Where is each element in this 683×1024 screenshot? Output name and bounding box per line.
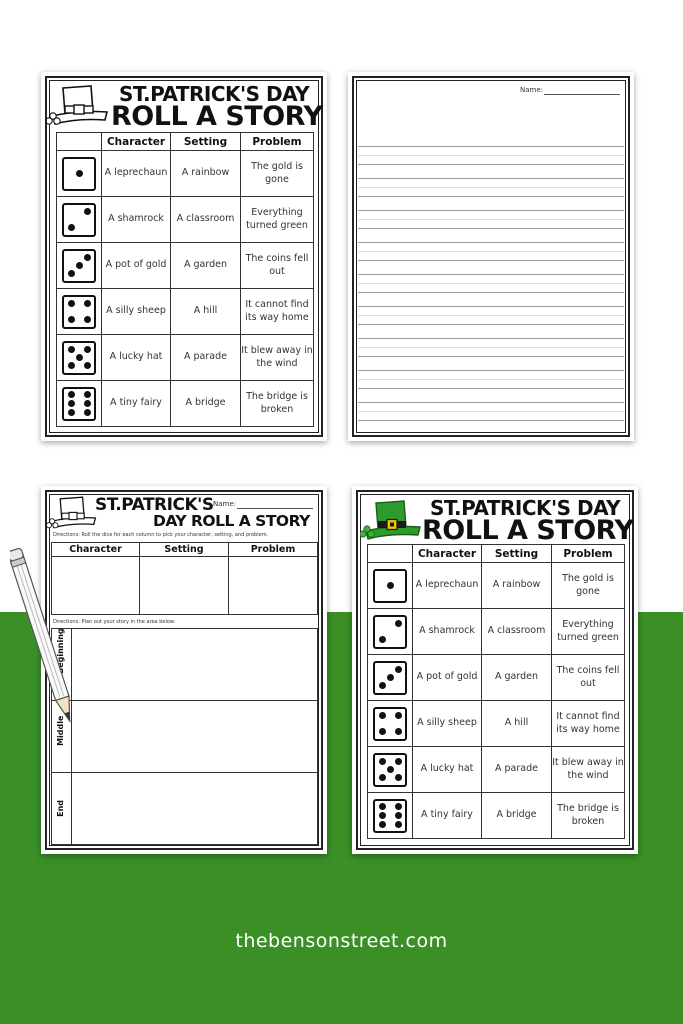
- problem-cell: It blew away in the wind: [552, 747, 625, 793]
- dice-5-icon: [373, 753, 407, 787]
- sheet-inner-border: [356, 80, 626, 433]
- dice-pip: [379, 636, 386, 643]
- dice-pip: [84, 346, 91, 353]
- problem-cell: The bridge is broken: [241, 381, 314, 427]
- dice-cell: [57, 243, 102, 289]
- beginning-area[interactable]: [72, 629, 318, 701]
- middle-area[interactable]: [72, 701, 318, 773]
- writing-midline: [358, 411, 624, 412]
- dice-pip: [395, 758, 402, 765]
- dice-pip: [68, 270, 75, 277]
- dice-pip: [395, 803, 402, 810]
- name-line: [237, 508, 313, 509]
- dice-cell: [57, 335, 102, 381]
- story-plan-table: [51, 628, 318, 845]
- writing-line: [358, 388, 624, 389]
- problem-cell: The gold is gone: [241, 151, 314, 197]
- header-character: Character: [52, 543, 140, 557]
- character-cell: A silly sheep: [102, 289, 171, 335]
- worksheet-roll-a-story-bw: [41, 72, 327, 441]
- header-character: Character: [102, 133, 171, 151]
- problem-cell: The gold is gone: [552, 563, 625, 609]
- problem-cell: The bridge is broken: [552, 793, 625, 839]
- table-row: [368, 793, 625, 839]
- problem-cell: It cannot find its way home: [552, 701, 625, 747]
- writing-midline: [358, 251, 624, 252]
- table-row: [368, 701, 625, 747]
- setting-box[interactable]: [140, 557, 229, 615]
- name-label: Name:: [213, 500, 237, 508]
- character-cell: A shamrock: [102, 197, 171, 243]
- header-setting: Setting: [482, 545, 552, 563]
- problem-cell: The coins fell out: [552, 655, 625, 701]
- setting-cell: A garden: [482, 655, 552, 701]
- dice-pip: [76, 262, 83, 269]
- header-problem: Problem: [241, 133, 314, 151]
- setting-cell: A classroom: [171, 197, 241, 243]
- setting-cell: A rainbow: [482, 563, 552, 609]
- dice-pip: [395, 728, 402, 735]
- setting-cell: A bridge: [171, 381, 241, 427]
- dice-2-icon: [373, 615, 407, 649]
- dice-pip: [387, 674, 394, 681]
- dice-pip: [84, 316, 91, 323]
- dice-pip: [84, 400, 91, 407]
- writing-line: [358, 228, 624, 229]
- dice-cell: [57, 289, 102, 335]
- problem-cell: Everything turned green: [241, 197, 314, 243]
- name-line: [544, 94, 620, 95]
- dice-pip: [379, 758, 386, 765]
- setting-cell: A bridge: [482, 793, 552, 839]
- header-character: Character: [413, 545, 482, 563]
- dice-pip: [84, 208, 91, 215]
- writing-line: [358, 324, 624, 325]
- dice-pip: [76, 170, 83, 177]
- dice-pip: [379, 812, 386, 819]
- dice-pip: [387, 766, 394, 773]
- dice-pip: [387, 582, 394, 589]
- dice-cell: [368, 563, 413, 609]
- dice-4-icon: [373, 707, 407, 741]
- dice-pip: [68, 400, 75, 407]
- problem-cell: It cannot find its way home: [241, 289, 314, 335]
- dice-pip: [68, 300, 75, 307]
- dice-pip: [379, 821, 386, 828]
- character-cell: A silly sheep: [413, 701, 482, 747]
- dice-pip: [395, 821, 402, 828]
- dice-pip: [395, 812, 402, 819]
- dice-pip: [379, 728, 386, 735]
- dice-pip: [379, 712, 386, 719]
- dice-pip: [84, 391, 91, 398]
- character-cell: A tiny fairy: [413, 793, 482, 839]
- header-setting: Setting: [140, 543, 229, 557]
- dice-cell: [368, 793, 413, 839]
- dice-pip: [395, 774, 402, 781]
- title-line-1: ST.PATRICK'S: [95, 495, 214, 515]
- character-cell: A pot of gold: [413, 655, 482, 701]
- writing-line: [358, 370, 624, 371]
- table-row: [368, 563, 625, 609]
- setting-cell: A parade: [171, 335, 241, 381]
- writing-midline: [358, 315, 624, 316]
- pencil-icon: [10, 545, 80, 750]
- table-row: [57, 151, 314, 197]
- dice-cell: [368, 609, 413, 655]
- dice-pip: [84, 254, 91, 261]
- header-problem: Problem: [229, 543, 318, 557]
- dice-cell: [368, 655, 413, 701]
- writing-line: [358, 402, 624, 403]
- dice-4-icon: [62, 295, 96, 329]
- leprechaun-hat-outline-icon: [47, 494, 99, 534]
- header-dice: [57, 133, 102, 151]
- table-row: [57, 289, 314, 335]
- dice-cell: [57, 381, 102, 427]
- writing-midline: [358, 347, 624, 348]
- title-line-2: ROLL A STORY: [111, 101, 323, 132]
- worksheet-writing-page: [348, 72, 634, 441]
- dice-1-icon: [62, 157, 96, 191]
- dice-3-icon: [373, 661, 407, 695]
- character-cell: A tiny fairy: [102, 381, 171, 427]
- table-row: [368, 747, 625, 793]
- directions-2: Directions: Plan out your story in the area below.: [53, 619, 176, 625]
- setting-cell: A garden: [171, 243, 241, 289]
- title-line-2: DAY ROLL A STORY: [153, 512, 310, 530]
- character-cell: A pot of gold: [102, 243, 171, 289]
- table-row: [57, 381, 314, 427]
- worksheet-roll-a-story-color: [352, 486, 638, 854]
- directions-1: Directions: Roll the dice for each column to pick your character, setting, and problem.: [53, 532, 269, 538]
- leprechaun-hat-outline-icon: [47, 82, 111, 132]
- dice-1-icon: [373, 569, 407, 603]
- title-line-1: ST.PATRICK'S DAY: [119, 82, 310, 106]
- setting-cell: A hill: [171, 289, 241, 335]
- dice-pip: [84, 409, 91, 416]
- leprechaun-hat-green-icon: [360, 496, 424, 548]
- dice-pip: [395, 666, 402, 673]
- character-cell: A leprechaun: [413, 563, 482, 609]
- dice-pip: [395, 712, 402, 719]
- writing-line: [358, 146, 624, 147]
- character-cell: A leprechaun: [102, 151, 171, 197]
- dice-cell: [368, 747, 413, 793]
- table-row: [368, 655, 625, 701]
- section-beginning-label: Beginning: [52, 629, 72, 701]
- header-problem: Problem: [552, 545, 625, 563]
- writing-line: [358, 196, 624, 197]
- dice-pip: [68, 346, 75, 353]
- writing-line: [358, 164, 624, 165]
- writing-line: [358, 356, 624, 357]
- writing-line: [358, 274, 624, 275]
- website-url: thebensonstreet.com: [235, 930, 448, 952]
- table-row: [57, 243, 314, 289]
- dice-pip: [68, 391, 75, 398]
- dice-5-icon: [62, 341, 96, 375]
- writing-line: [358, 242, 624, 243]
- writing-midline: [358, 379, 624, 380]
- character-cell: A shamrock: [413, 609, 482, 655]
- header-setting: Setting: [171, 133, 241, 151]
- writing-line: [358, 338, 624, 339]
- setting-cell: A classroom: [482, 609, 552, 655]
- story-choice-table: [51, 542, 318, 615]
- dice-pip: [68, 316, 75, 323]
- dice-pip: [84, 300, 91, 307]
- dice-pip: [379, 774, 386, 781]
- dice-6-icon: [62, 387, 96, 421]
- table-row: [57, 197, 314, 243]
- end-area[interactable]: [72, 773, 318, 845]
- section-end-label: End: [52, 773, 72, 845]
- character-cell: A lucky hat: [102, 335, 171, 381]
- dice-pip: [68, 224, 75, 231]
- roll-a-story-table: [367, 544, 625, 839]
- table-row: [368, 609, 625, 655]
- dice-cell: [368, 701, 413, 747]
- title-line-2: ROLL A STORY: [422, 515, 634, 546]
- writing-line: [358, 210, 624, 211]
- writing-line: [358, 260, 624, 261]
- dice-pip: [395, 620, 402, 627]
- title-line-1: ST.PATRICK'S DAY: [430, 496, 621, 520]
- name-label: Name:: [520, 86, 544, 94]
- worksheet-story-planner: [41, 486, 327, 854]
- dice-cell: [57, 197, 102, 243]
- section-middle-label: Middle: [52, 701, 72, 773]
- table-row: [57, 335, 314, 381]
- writing-line: [358, 292, 624, 293]
- writing-midline: [358, 155, 624, 156]
- writing-line: [358, 178, 624, 179]
- setting-cell: A rainbow: [171, 151, 241, 197]
- header-dice: [368, 545, 413, 563]
- problem-cell: The coins fell out: [241, 243, 314, 289]
- dice-pip: [68, 362, 75, 369]
- dice-pip: [379, 682, 386, 689]
- dice-pip: [379, 803, 386, 810]
- dice-2-icon: [62, 203, 96, 237]
- character-cell: A lucky hat: [413, 747, 482, 793]
- dice-pip: [84, 362, 91, 369]
- writing-midline: [358, 283, 624, 284]
- setting-cell: A parade: [482, 747, 552, 793]
- dice-cell: [57, 151, 102, 197]
- writing-midline: [358, 219, 624, 220]
- roll-a-story-table: [56, 132, 314, 427]
- problem-cell: Everything turned green: [552, 609, 625, 655]
- problem-box[interactable]: [229, 557, 318, 615]
- writing-line: [358, 420, 624, 421]
- writing-midline: [358, 187, 624, 188]
- dice-6-icon: [373, 799, 407, 833]
- dice-3-icon: [62, 249, 96, 283]
- problem-cell: It blew away in the wind: [241, 335, 314, 381]
- dice-pip: [76, 354, 83, 361]
- dice-pip: [68, 409, 75, 416]
- setting-cell: A hill: [482, 701, 552, 747]
- writing-line: [358, 306, 624, 307]
